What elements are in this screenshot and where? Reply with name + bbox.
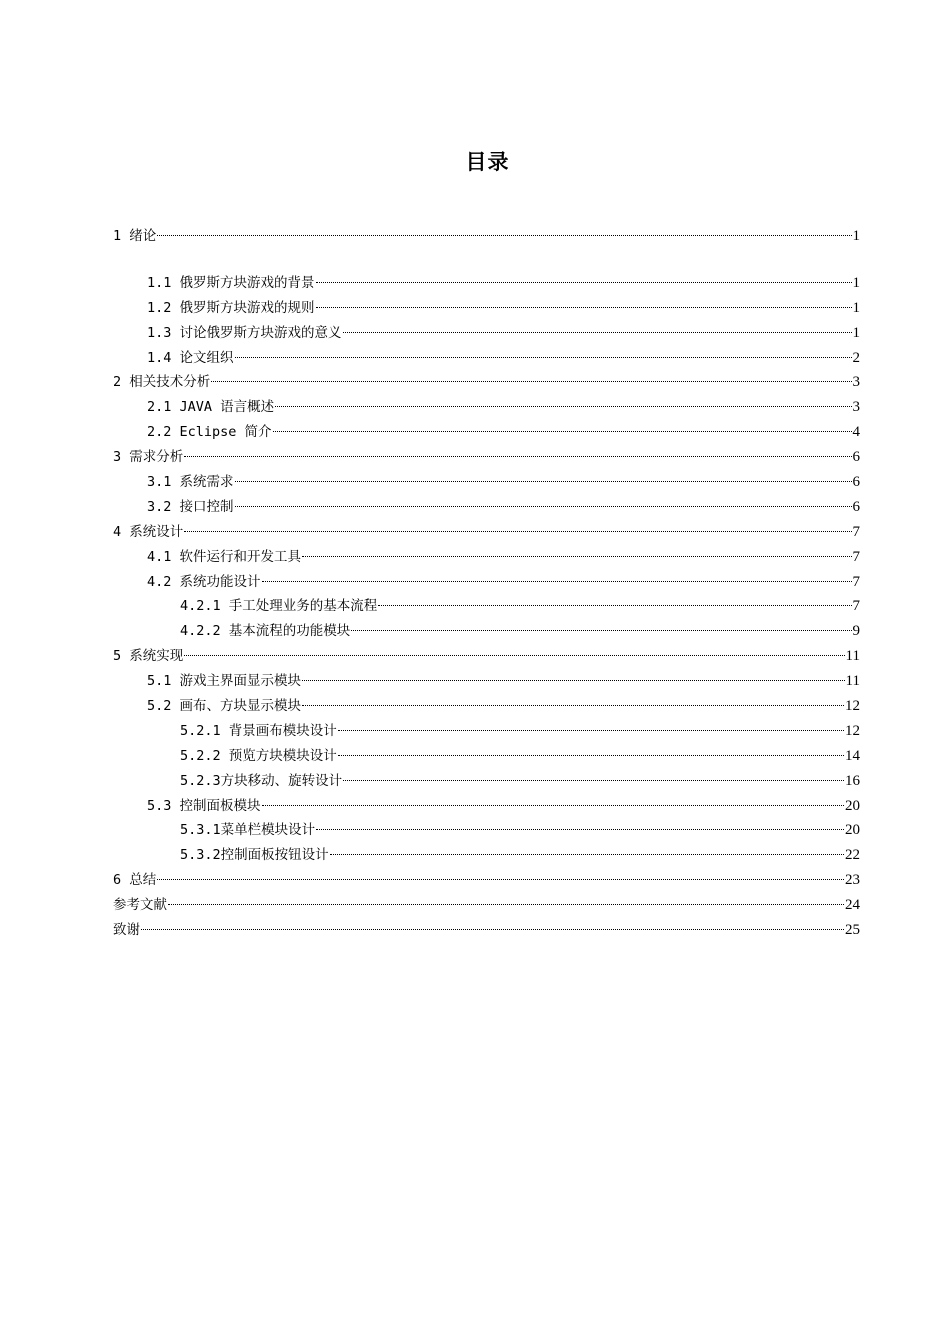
toc-entry-page: 14 [845, 747, 860, 764]
toc-leader-dots [184, 531, 851, 532]
toc-entry-page: 9 [852, 623, 860, 640]
toc-leader-dots [235, 357, 852, 358]
toc-entry [113, 370, 860, 395]
toc-entry-page: 11 [845, 673, 860, 690]
toc-entry-text: 3 需求分析 [113, 449, 184, 466]
toc-entry-page: 1 [852, 274, 860, 291]
toc-entry [113, 296, 860, 321]
toc-entry-page: 7 [852, 523, 860, 540]
toc-entry-page: 22 [845, 847, 860, 864]
toc-leader-dots [184, 456, 851, 457]
toc-entry [113, 843, 860, 868]
table-of-contents [113, 224, 860, 943]
toc-leader-dots [275, 406, 851, 407]
toc-leader-dots [343, 332, 852, 333]
toc-entry-page: 24 [845, 897, 860, 914]
toc-entry-page: 1 [852, 299, 860, 316]
toc-entry-page: 7 [852, 573, 860, 590]
toc-leader-dots [338, 755, 844, 756]
toc-leader-dots [351, 630, 851, 631]
toc-leader-dots [316, 307, 852, 308]
toc-leader-dots [168, 904, 844, 905]
toc-entry-page: 2 [852, 349, 860, 366]
toc-entry-page: 3 [852, 374, 860, 391]
toc-entry-text: 3.1 系统需求 [147, 474, 234, 491]
toc-entry [113, 719, 860, 744]
toc-entry-page: 3 [852, 399, 860, 416]
toc-entry-page: 7 [852, 548, 860, 565]
toc-leader-dots [330, 854, 844, 855]
toc-entry-page: 6 [852, 449, 860, 466]
toc-leader-dots [338, 730, 844, 731]
toc-entry-page: 1 [852, 324, 860, 341]
toc-entry-page: 25 [845, 922, 860, 939]
toc-entry [113, 495, 860, 520]
toc-entry-page: 20 [845, 797, 860, 814]
toc-entry-page: 23 [845, 872, 860, 889]
toc-entry-page: 11 [845, 648, 860, 665]
toc-entry [113, 570, 860, 595]
toc-entry-page: 20 [845, 822, 860, 839]
toc-entry-text: 4 系统设计 [113, 523, 184, 540]
toc-entry-page: 12 [845, 722, 860, 739]
toc-entry-text: 1.1 俄罗斯方块游戏的背景 [147, 274, 315, 291]
toc-entry [113, 346, 860, 371]
toc-entry [113, 868, 860, 893]
toc-entry-page: 7 [852, 598, 860, 615]
toc-entry [113, 918, 860, 943]
toc-entry [113, 545, 860, 570]
toc-leader-dots [211, 381, 851, 382]
toc-leader-dots [157, 879, 844, 880]
toc-entry-text: 1.3 讨论俄罗斯方块游戏的意义 [147, 324, 342, 341]
toc-entry-text: 5.1 游戏主界面显示模块 [147, 673, 302, 690]
toc-leader-dots [343, 780, 844, 781]
toc-entry-text: 5.3 控制面板模块 [147, 797, 261, 814]
toc-entry-text: 5.3.1菜单栏模块设计 [180, 822, 316, 839]
toc-entry-page: 16 [845, 772, 860, 789]
toc-entry [113, 594, 860, 619]
toc-leader-dots [262, 805, 844, 806]
toc-entry [113, 644, 860, 669]
toc-leader-dots [316, 829, 844, 830]
toc-entry [113, 669, 860, 694]
toc-title: 目录 [465, 150, 510, 174]
toc-entry-page: 6 [852, 474, 860, 491]
toc-entry-text: 5.2 画布、方块显示模块 [147, 698, 302, 715]
toc-leader-dots [273, 431, 852, 432]
toc-entry-text: 5.2.3方块移动、旋转设计 [180, 772, 343, 789]
toc-leader-dots [262, 581, 852, 582]
toc-entry [113, 224, 860, 249]
toc-entry-text: 参考文献 [113, 897, 167, 914]
toc-entry [113, 794, 860, 819]
toc-leader-dots [141, 929, 844, 930]
toc-entry-text: 4.2.2 基本流程的功能模块 [180, 623, 351, 640]
toc-entry [113, 893, 860, 918]
toc-entry [113, 769, 860, 794]
toc-leader-dots [302, 556, 851, 557]
toc-entry-text: 2.2 Eclipse 简介 [147, 424, 272, 441]
toc-entry-text: 5.2.1 背景画布模块设计 [180, 722, 337, 739]
toc-leader-dots [316, 282, 852, 283]
toc-entry [113, 271, 860, 296]
toc-entry-text: 4.2 系统功能设计 [147, 573, 261, 590]
toc-entry [113, 818, 860, 843]
toc-entry [113, 321, 860, 346]
toc-entry-text: 4.1 软件运行和开发工具 [147, 548, 302, 565]
toc-entry-text: 6 总结 [113, 872, 157, 889]
toc-entry-text: 2 相关技术分析 [113, 374, 211, 391]
toc-entry-text: 1 绪论 [113, 228, 157, 244]
toc-entry-text: 致谢 [113, 922, 140, 939]
toc-entry-text: 1.2 俄罗斯方块游戏的规则 [147, 299, 315, 316]
toc-entry-page: 1 [852, 228, 860, 244]
toc-entry [113, 694, 860, 719]
toc-entry-text: 2.1 JAVA 语言概述 [147, 399, 275, 416]
toc-entry-text: 5 系统实现 [113, 648, 184, 665]
toc-entry [113, 420, 860, 445]
toc-entry-text: 4.2.1 手工处理业务的基本流程 [180, 598, 378, 615]
toc-leader-dots [184, 655, 844, 656]
toc-entry [113, 445, 860, 470]
toc-entry-text: 5.2.2 预览方块模块设计 [180, 747, 337, 764]
toc-entry-page: 4 [852, 424, 860, 441]
toc-leader-dots [378, 605, 851, 606]
toc-leader-dots [157, 235, 851, 236]
toc-entry [113, 470, 860, 495]
toc-entry-text: 5.3.2控制面板按钮设计 [180, 847, 329, 864]
toc-leader-dots [302, 680, 845, 681]
toc-entry [113, 744, 860, 769]
toc-entry [113, 619, 860, 644]
toc-entry [113, 395, 860, 420]
toc-leader-dots [302, 705, 844, 706]
toc-entry-page: 6 [852, 498, 860, 515]
toc-entry-text: 1.4 论文组织 [147, 349, 234, 366]
toc-entry-text: 3.2 接口控制 [147, 498, 234, 515]
toc-entry [113, 520, 860, 545]
toc-entry-page: 12 [845, 698, 860, 715]
toc-leader-dots [235, 481, 852, 482]
toc-leader-dots [235, 506, 852, 507]
